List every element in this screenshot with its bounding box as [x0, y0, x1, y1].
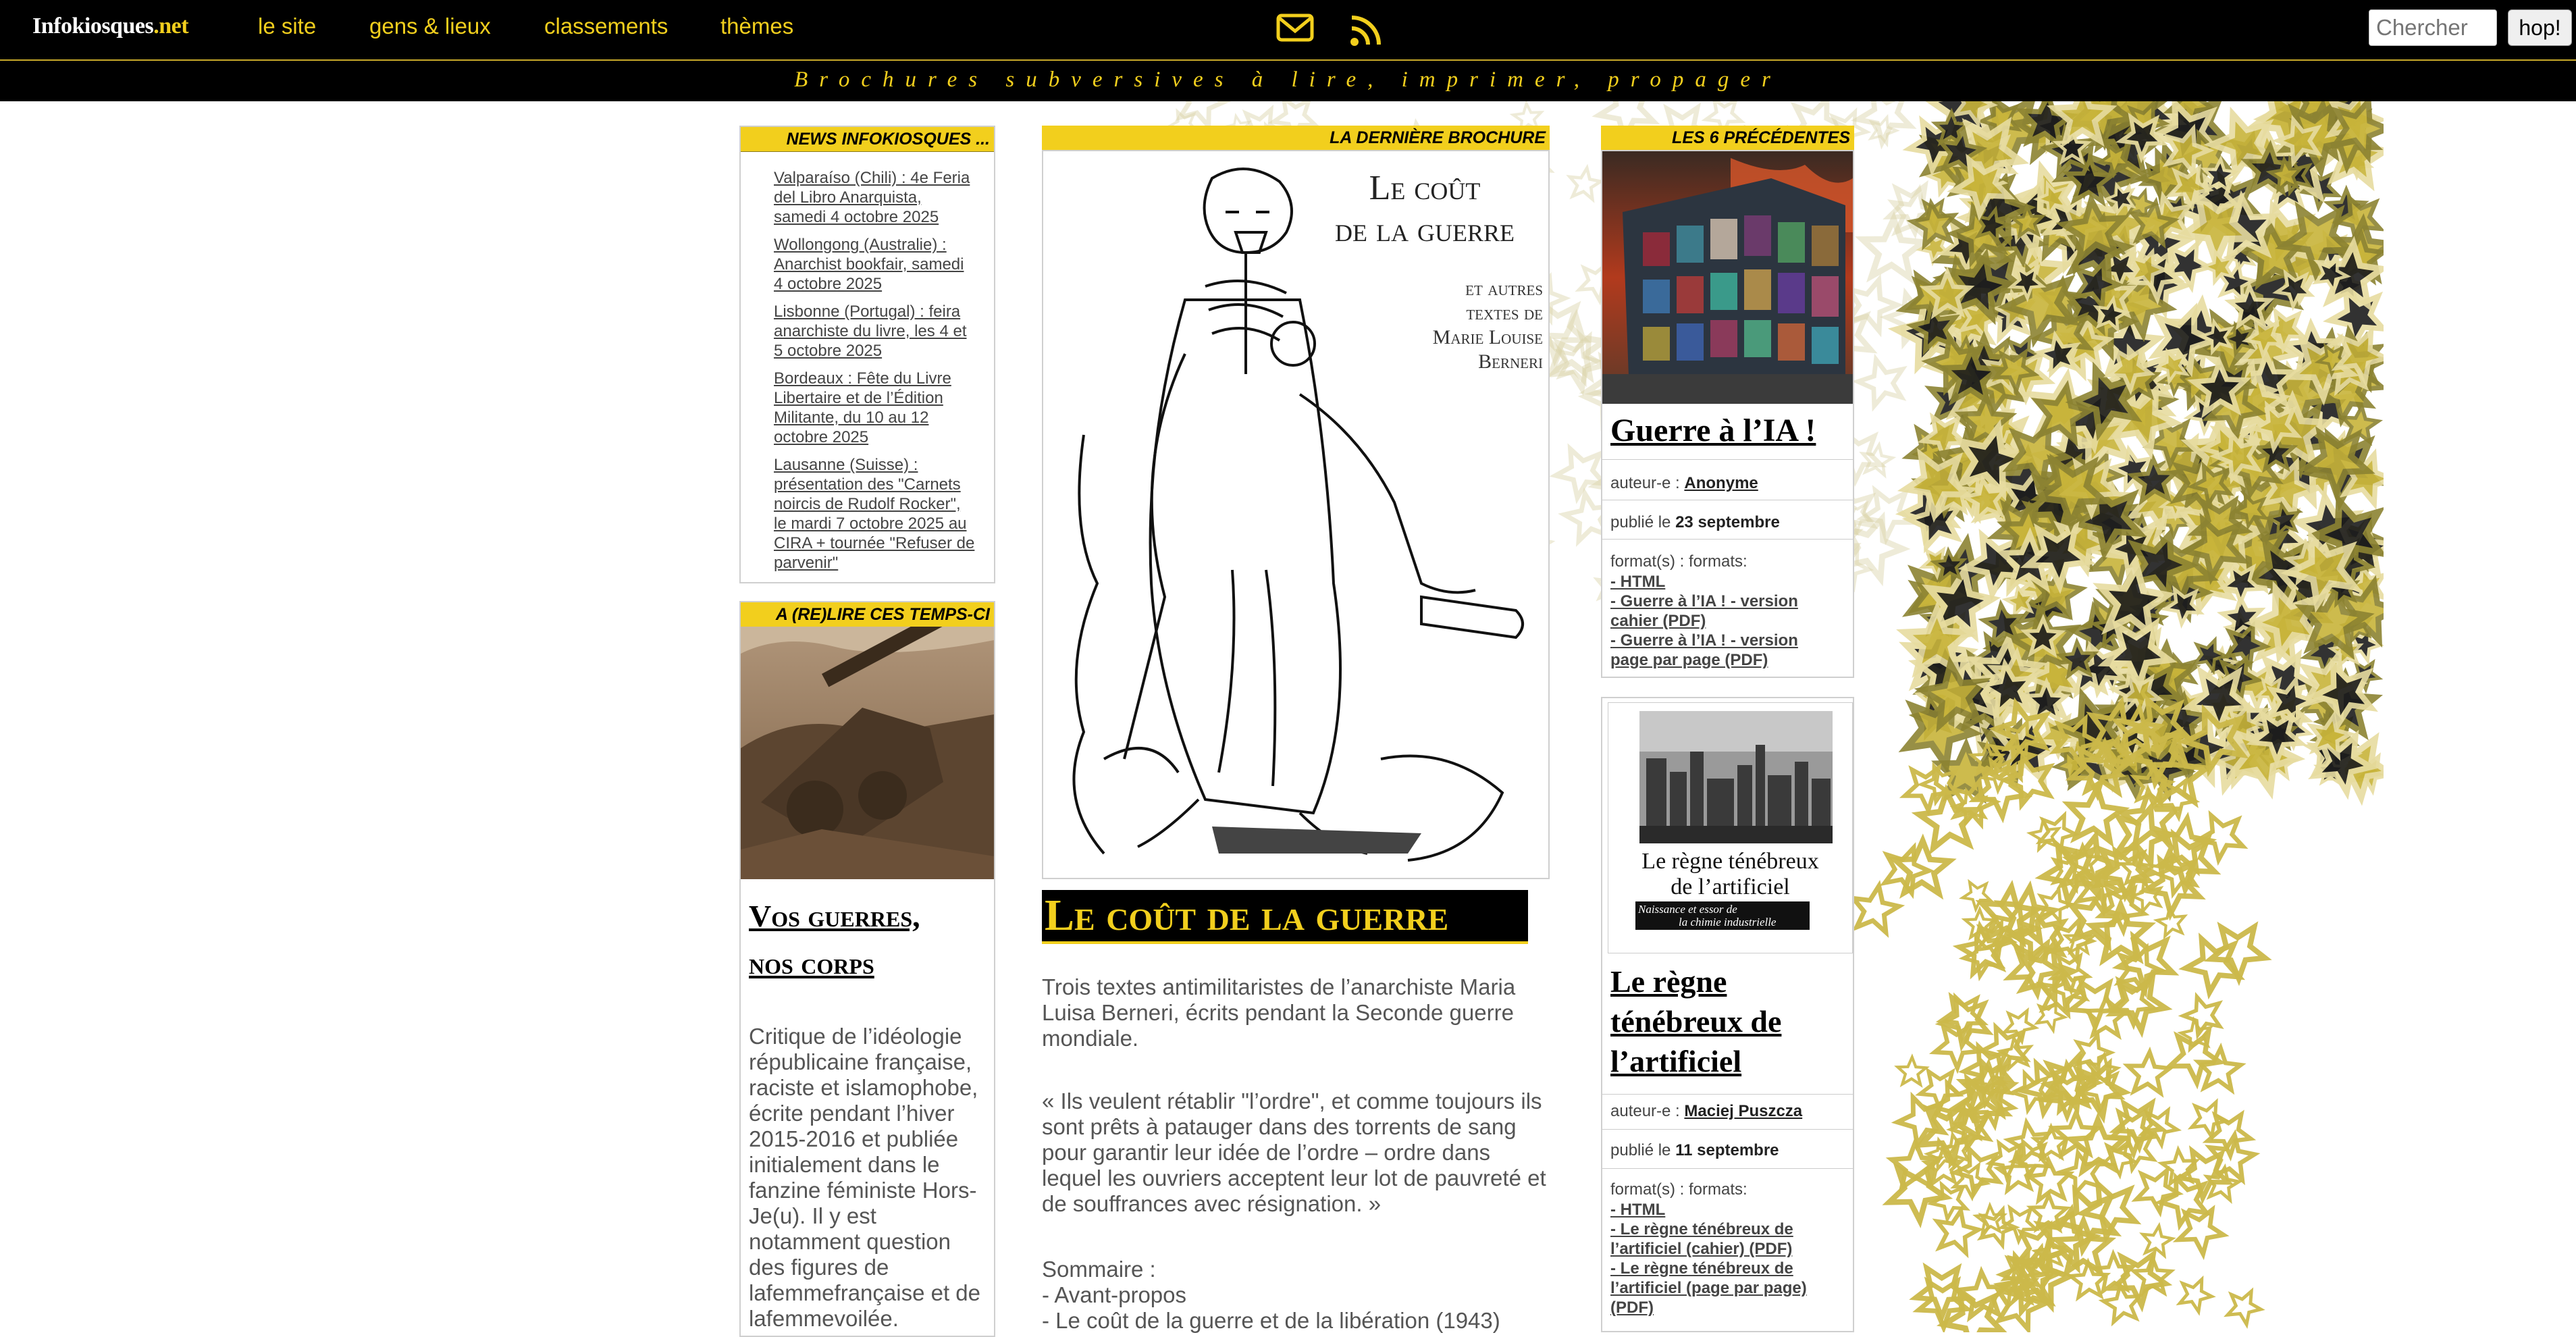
- format-line: cahier (PDF): [1610, 612, 1706, 630]
- latest-box-title: LA DERNIÈRE BROCHURE: [1042, 126, 1550, 150]
- toc-line: - Le coût de la guerre et de la libération (1943): [1042, 1308, 1500, 1333]
- format-line: - Guerre à l’IA ! - version: [1610, 631, 1798, 650]
- logo-tld: .net: [153, 14, 189, 38]
- news-line: Valparaíso (Chili) : 4e Feria: [774, 169, 970, 187]
- news-item[interactable]: [774, 168, 990, 227]
- tagline-bar: [0, 61, 2576, 101]
- reread-summary: [749, 1024, 992, 1332]
- formats-label: format(s) : formats:: [1610, 1180, 1747, 1199]
- news-line: del Libro Anarquista,: [774, 188, 922, 207]
- star-shape: [2126, 1051, 2171, 1093]
- summary-line: raciste et islamophobe,: [749, 1075, 978, 1100]
- previous-item: [1601, 697, 1854, 1332]
- summary-line: Je(u). Il y est: [749, 1203, 876, 1228]
- title-line: ténébreux de: [1610, 1004, 1782, 1039]
- separator: [1602, 539, 1853, 540]
- news-item[interactable]: [774, 369, 990, 447]
- latest-quote: [1042, 1089, 1555, 1217]
- star-shape: [1897, 1057, 1926, 1084]
- previous-box-title: LES 6 PRÉCÉDENTES: [1601, 126, 1854, 150]
- latest-title: Le coût de la guerre: [1045, 891, 1449, 940]
- news-item[interactable]: [774, 455, 990, 573]
- previous-item-title[interactable]: Guerre à l’IA !: [1610, 413, 1816, 448]
- news-item[interactable]: [774, 302, 990, 361]
- news-box: [739, 126, 995, 583]
- news-line: Libertaire et de l’Édition: [774, 389, 943, 407]
- format-line: - Le règne ténébreux de: [1610, 1259, 1793, 1278]
- cover-subtitle-line: la chimie industrielle: [1679, 916, 1777, 928]
- reread-box-title: A (RE)LIRE CES TEMPS-CI: [741, 602, 994, 627]
- formats-label: format(s) : formats:: [1610, 552, 1747, 571]
- skeleton-illustration: [1043, 151, 1548, 878]
- star-shape: [2174, 1273, 2216, 1314]
- regne-cover[interactable]: [1608, 702, 1853, 953]
- star-shape: [1854, 350, 1915, 413]
- summary-line: Critique de l’idéologie: [749, 1024, 962, 1049]
- star-shape: [1932, 1207, 1981, 1255]
- building-fire-photo[interactable]: [1602, 151, 1853, 404]
- toc-line: Sommaire :: [1042, 1257, 1156, 1282]
- author-line: [1610, 474, 1853, 493]
- news-box-title: NEWS INFOKIOSQUES ...: [741, 127, 994, 152]
- news-line: Wollongong (Australie) :: [774, 236, 947, 254]
- quote-line: de souffrances avec résignation. »: [1042, 1191, 1382, 1216]
- quote-line: pour garantir leur idée de l’ordre – ordre dans: [1042, 1140, 1491, 1165]
- city-photo: [1639, 711, 1833, 843]
- news-line: 5 octobre 2025: [774, 342, 883, 360]
- title-line: Le règne: [1610, 964, 1727, 999]
- search-input[interactable]: [2369, 9, 2497, 46]
- summary-line: écrite pendant l’hiver: [749, 1101, 955, 1126]
- format-line: - Le règne ténébreux de: [1610, 1220, 1793, 1238]
- star-shape: [1959, 874, 1997, 912]
- published-line: [1610, 513, 1853, 532]
- star-shape: [2222, 1284, 2266, 1327]
- news-line: Lausanne (Suisse) :: [774, 456, 918, 474]
- summary-line: républicaine française,: [749, 1049, 972, 1074]
- separator: [1602, 459, 1853, 460]
- published-label: publié le: [1610, 513, 1671, 531]
- summary-line: lafemmefrançaise et de: [749, 1280, 981, 1305]
- star-shape: [1866, 113, 1899, 145]
- star-shape: [1849, 882, 1902, 934]
- cover-title-line: Le coût: [1369, 169, 1481, 207]
- format-line: (PDF): [1610, 1299, 1654, 1317]
- summary-line: notamment question: [749, 1229, 951, 1254]
- latest-table-of-contents: [1042, 1257, 1555, 1334]
- news-line: octobre 2025: [774, 428, 869, 446]
- regne-cover-subtitle: [1635, 901, 1810, 930]
- previous-item: [1601, 150, 1854, 678]
- summary-line: initialement dans le: [749, 1152, 940, 1177]
- news-line: le mardi 7 octobre 2025 au: [774, 515, 967, 533]
- format-pdf-page-link[interactable]: [1610, 631, 1826, 670]
- news-line: présentation des "Carnets: [774, 475, 961, 494]
- reread-title-line: Vos guerres,: [749, 899, 920, 933]
- latest-intro: [1042, 974, 1555, 1051]
- cover-title: [1310, 167, 1540, 251]
- separator: [1602, 1129, 1853, 1130]
- star-shape: [1567, 165, 1603, 200]
- reread-article-title[interactable]: [749, 893, 989, 987]
- title-line: l’artificiel: [1610, 1044, 1742, 1078]
- cover-title-line: de l’artificiel: [1671, 874, 1790, 899]
- summary-line: fanzine féministe Hors-: [749, 1178, 977, 1203]
- summary-line: 2015-2016 et publiée: [749, 1126, 959, 1151]
- reread-box: [739, 601, 995, 1337]
- news-line: Militante, du 10 au 12: [774, 409, 929, 427]
- cover-title-line: de la guerre: [1335, 211, 1515, 249]
- intro-line: Trois textes antimilitaristes de l’anarchiste Maria: [1042, 974, 1516, 999]
- cover-subtitle-line: Marie Louise: [1432, 326, 1543, 348]
- intro-line: mondiale.: [1042, 1026, 1139, 1051]
- news-line: Lisbonne (Portugal) : feira: [774, 303, 961, 321]
- logo-main: Infokiosques: [32, 14, 154, 38]
- nav-gens-et-lieux[interactable]: gens & lieux: [369, 14, 491, 38]
- latest-cover[interactable]: [1042, 150, 1550, 879]
- cover-subtitle-line: et autres: [1465, 278, 1543, 300]
- latest-title-link[interactable]: [1042, 890, 1528, 944]
- published-label: publié le: [1610, 1141, 1671, 1159]
- quote-line: lequel les ouvriers acceptent leur lot de pauvreté et: [1042, 1165, 1546, 1190]
- format-line: l’artificiel (page par page): [1610, 1279, 1807, 1297]
- news-line: noircis de Rudolf Rocker",: [774, 495, 961, 513]
- previous-item-title[interactable]: [1610, 962, 1850, 1081]
- quote-line: « Ils veulent rétablir "l’ordre", et comme toujours ils: [1042, 1089, 1542, 1113]
- format-pdf-cahier-link[interactable]: [1610, 592, 1826, 631]
- published-date: 11 septembre: [1675, 1141, 1779, 1159]
- nav-le-site[interactable]: le site: [258, 14, 317, 38]
- published-line: [1610, 1141, 1853, 1160]
- format-line: l’artificiel (cahier) (PDF): [1610, 1240, 1793, 1258]
- rss-icon[interactable]: [1349, 12, 1384, 47]
- intro-line: Luisa Berneri, écrits pendant la Seconde guerre: [1042, 1000, 1514, 1025]
- news-line: 4 octobre 2025: [774, 275, 883, 293]
- format-pdf-cahier-link[interactable]: [1610, 1220, 1826, 1259]
- cover-subtitle: [1361, 277, 1543, 374]
- published-date: 23 septembre: [1675, 513, 1780, 531]
- mail-icon[interactable]: [1276, 12, 1315, 43]
- reread-title-line: nos corps: [749, 946, 874, 980]
- separator: [1602, 1168, 1853, 1169]
- cover-title-line: Le règne ténébreux: [1641, 849, 1819, 874]
- news-line: Bordeaux : Fête du Livre: [774, 369, 951, 388]
- site-logo[interactable]: [32, 14, 188, 39]
- search-button[interactable]: hop!: [2508, 9, 2572, 46]
- summary-line: lafemmevoilée.: [749, 1306, 899, 1331]
- news-line: CIRA + tournée "Refuser de: [774, 534, 975, 552]
- news-line: parvenir": [774, 554, 839, 572]
- star-shape: [2186, 1095, 2232, 1139]
- author-label: auteur-e :: [1610, 474, 1680, 492]
- toc-line: - Avant-propos: [1042, 1282, 1187, 1307]
- news-line: anarchiste du livre, les 4 et: [774, 322, 967, 340]
- cover-subtitle-line: Berneri: [1478, 350, 1543, 373]
- news-item[interactable]: [774, 235, 990, 294]
- author-line: [1610, 1102, 1853, 1121]
- tank-photo[interactable]: [741, 627, 994, 879]
- previous-header: [1601, 126, 1854, 150]
- top-navigation-bar: [0, 0, 2576, 61]
- separator: [1602, 1094, 1853, 1095]
- news-line: samedi 4 octobre 2025: [774, 208, 939, 226]
- nav-themes[interactable]: thèmes: [720, 14, 794, 38]
- summary-line: des figures de: [749, 1255, 889, 1280]
- nav-classements[interactable]: classements: [544, 14, 668, 38]
- author-link[interactable]: Maciej Puszcza: [1684, 1102, 1803, 1120]
- quote-line: sont prêts à patauger dans des torrents de sang: [1042, 1114, 1517, 1139]
- news-line: Anarchist bookfair, samedi: [774, 255, 964, 273]
- regne-cover-title: [1608, 849, 1852, 900]
- format-line: - Guerre à l’IA ! - version: [1610, 592, 1798, 610]
- format-html-link[interactable]: - HTML: [1610, 573, 1666, 591]
- latest-header: [1042, 126, 1550, 150]
- star-shape: [2140, 1224, 2174, 1256]
- cover-subtitle-line: Naissance et essor de: [1638, 903, 1737, 916]
- format-pdf-page-link[interactable]: [1610, 1259, 1826, 1317]
- site-tagline: Brochures subversives à lire, imprimer, propager: [794, 68, 1782, 92]
- author-label: auteur-e :: [1610, 1102, 1680, 1120]
- format-line: page par page (PDF): [1610, 651, 1768, 669]
- format-html-link[interactable]: - HTML: [1610, 1201, 1666, 1219]
- author-link[interactable]: Anonyme: [1684, 474, 1758, 492]
- cover-subtitle-line: textes de: [1466, 302, 1543, 324]
